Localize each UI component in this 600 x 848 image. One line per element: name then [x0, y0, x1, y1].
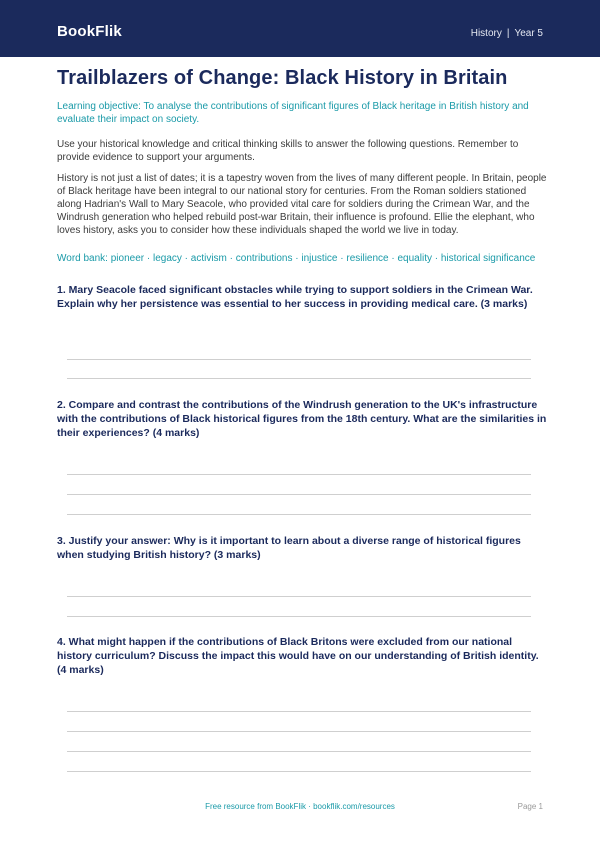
- answer-line[interactable]: [67, 514, 531, 515]
- subject-year-label: [471, 28, 543, 39]
- answer-line[interactable]: [67, 596, 531, 597]
- question-1: 1. Mary Seacole faced significant obstacles while trying to support soldiers in the Crimean War. Explain why her persistence was essential to her success in providing medical care. (3 marks): [57, 284, 533, 310]
- question-4: 4. What might happen if the contributions of Black Britons were excluded from our national history curriculum? Discuss the impact this would have on our understanding of British identity. (4 marks): [57, 636, 539, 676]
- brand-logo: BookFlik: [57, 23, 122, 40]
- subject-label: History: [470, 28, 502, 39]
- page-title: Trailblazers of Change: Black History in Britain: [57, 67, 508, 89]
- answer-line[interactable]: [67, 771, 531, 772]
- question-2: 2. Compare and contrast the contributions of the Windrush generation to the UK's infrastructure with the contributions of Black historical figures from the 18th century. What are the similarities in their experiences? (4 marks): [57, 399, 547, 439]
- question-3: 3. Justify your answer: Why is it important to learn about a diverse range of historical figures when studying British history? (3 marks): [57, 535, 521, 561]
- answer-line[interactable]: [67, 616, 531, 617]
- word-bank: Word bank: pioneer · legacy · activism · contributions · injustice · resilience · equality · historical significance: [57, 253, 536, 264]
- year-label: Year 5: [514, 28, 543, 39]
- page-number: Page 1: [517, 802, 543, 811]
- intro-paragraph: History is not just a list of dates; it is a tapestry woven from the lives of many different people. In Britain, people of Black heritage have been integral to our national story for centuries. From the Roman soldiers stationed along Hadrian's Wall to Mary Seacole, who provided vital care for soldiers during the Crimean War, and the Windrush generation who helped rebuild post-war Britain, their influence is profound. Ellie the elephant, who loves history, asks you to consider how these individuals shaped the world we live in today.: [57, 173, 547, 236]
- answer-line[interactable]: [67, 494, 531, 495]
- answer-line[interactable]: [67, 474, 531, 475]
- footer-link[interactable]: Free resource from BookFlik · bookflik.com/resources: [205, 802, 395, 811]
- learning-objective: Learning objective: To analyse the contributions of significant figures of Black heritage in British history and evaluate their impact on society.: [57, 101, 529, 125]
- separator: |: [506, 28, 510, 39]
- page-header: [0, 0, 600, 57]
- answer-line[interactable]: [67, 378, 531, 379]
- answer-line[interactable]: [67, 359, 531, 360]
- instructions-text: Use your historical knowledge and critical thinking skills to answer the following questions. Remember to provide evidence to support your arguments.: [57, 139, 519, 163]
- answer-line[interactable]: [67, 751, 531, 752]
- answer-line[interactable]: [67, 711, 531, 712]
- answer-line[interactable]: [67, 731, 531, 732]
